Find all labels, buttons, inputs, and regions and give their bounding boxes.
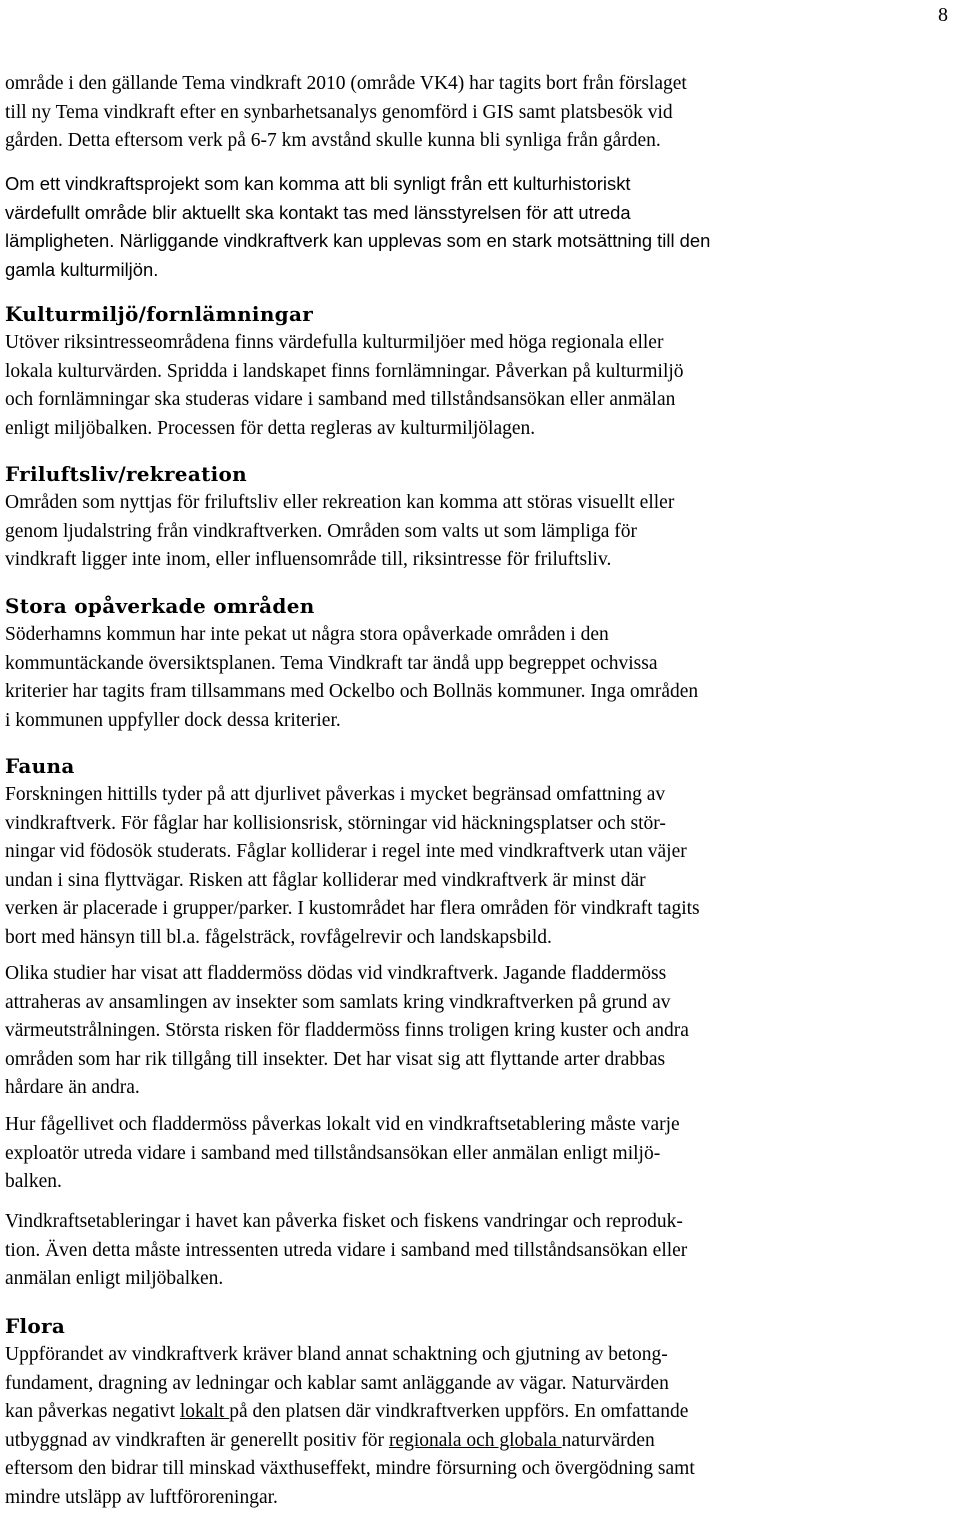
text-line: till ny Tema vindkraft efter en synbarhetsanalys genomförd i GIS samt platsbesök vid (5, 101, 673, 123)
fauna-paragraph-4 (5, 1208, 955, 1294)
text-line: undan i sina flyttvägar. Risken att fåglar kolliderar med vindkraftverk är minst där (5, 869, 646, 891)
text-segment: naturvärden (561, 1429, 655, 1451)
text-line: fundament, dragning av ledningar och kablar samt anläggande av vägar. Naturvärden (5, 1372, 669, 1394)
text-line: Olika studier har visat att fladdermöss dödas vid vindkraftverk. Jagande fladdermöss (5, 963, 667, 984)
text-line: Söderhamns kommun har inte pekat ut några stora opåverkade områden i den (5, 624, 609, 645)
text-line: enligt miljöbalken. Processen för detta regleras av kulturmiljölagen. (5, 417, 536, 439)
fauna-paragraph-3 (5, 1111, 955, 1197)
opaverkade-paragraph (5, 621, 955, 735)
fauna-paragraph-1 (5, 781, 955, 953)
text-line (5, 1427, 955, 1456)
text-line: lämpligheten. Närliggande vindkraftverk kan upplevas som en stark motsättning till den (5, 230, 711, 252)
text-line: eftersom den bidrar till minskad växthuseffekt, mindre försurning och övergödning samt (5, 1458, 695, 1480)
text-line: och fornlämningar ska studeras vidare i samband med tillståndsansökan eller anmälan (5, 389, 676, 411)
text-line: i kommunen uppfyller dock dessa kriterier. (5, 709, 341, 731)
page-number: 8 (938, 4, 948, 26)
text-line (5, 1398, 955, 1427)
text-line: gamla kulturmiljön. (5, 258, 159, 280)
section-heading-flora: Flora (5, 1314, 66, 1338)
section-heading-opaverkade: Stora opåverkade områden (5, 594, 315, 618)
text-line: balken. (5, 1171, 62, 1193)
text-line: vindkraftverk. För fåglar har kollisionsrisk, störningar vid häckningsplatser och stör- (5, 812, 666, 834)
text-line: vindkraft ligger inte inom, eller influensområde till, riksintresse för friluftsliv. (5, 549, 612, 571)
text-line: Om ett vindkraftsprojekt som kan komma att bli synligt från ett kulturhistoriskt (5, 173, 631, 194)
text-line: anmälan enligt miljöbalken. (5, 1268, 224, 1290)
underlined-text: regionala och globala (388, 1429, 562, 1451)
section-heading-friluftsliv: Friluftsliv/rekreation (5, 462, 248, 486)
text-line: område i den gällande Tema vindkraft 2010 (område VK4) har tagits bort från förslaget (5, 73, 687, 94)
text-line: attraheras av ansamlingen av insekter som samlats kring vindkraftverken på grund av (5, 991, 671, 1013)
text-line: Hur fågellivet och fladdermöss påverkas lokalt vid en vindkraftsetablering måste varje (5, 1114, 680, 1135)
text-line: gården. Detta eftersom verk på 6-7 km avstånd skulle kunna bli synliga från gården. (5, 130, 661, 152)
fauna-paragraph-2 (5, 960, 955, 1103)
text-segment: kan påverkas negativt (5, 1401, 180, 1423)
text-line: Områden som nyttjas för friluftsliv eller rekreation kan komma att störas visuellt eller (5, 492, 675, 513)
text-line: verken är placerade i grupper/parker. I kustområdet har flera områden för vindkraft tagits (5, 898, 700, 920)
section-heading-kulturmiljo: Kulturmiljö/fornlämningar (5, 302, 314, 326)
text-line: exploatör utreda vidare i samband med tillståndsansökan eller anmälan enligt miljö- (5, 1142, 661, 1164)
text-line: Forskningen hittills tyder på att djurlivet påverkas i mycket begränsad omfattning av (5, 784, 666, 805)
underlined-text: lokalt (179, 1401, 230, 1423)
culture-note-paragraph (5, 170, 955, 284)
text-line: Vindkraftsetableringar i havet kan påverka fisket och fiskens vandringar och reproduk- (5, 1211, 683, 1232)
text-segment: på den platsen där vindkraftverken uppförs. En omfattande (229, 1401, 689, 1423)
text-line: hårdare än andra. (5, 1077, 140, 1099)
friluftsliv-paragraph (5, 489, 955, 575)
text-line: tion. Även detta måste intressenten utreda vidare i samband med tillståndsansökan eller (5, 1239, 688, 1261)
flora-paragraph (5, 1341, 955, 1513)
text-line: kriterier har tagits fram tillsammans med Ockelbo och Bollnäs kommuner. Inga områden (5, 681, 699, 703)
section-heading-fauna: Fauna (5, 754, 75, 778)
text-line: kommuntäckande översiktsplanen. Tema Vindkraft tar ändå upp begreppet ochvissa (5, 652, 658, 674)
kulturmiljo-paragraph (5, 329, 955, 443)
text-line: bort med hänsyn till bl.a. fågelsträck, rovfågelrevir och landskapsbild. (5, 926, 552, 948)
text-line: områden som har rik tillgång till insekter. Det har visat sig att flyttande arter drabbas (5, 1048, 666, 1070)
intro-paragraph (5, 70, 955, 156)
text-line: lokala kulturvärden. Spridda i landskapet finns fornlämningar. Påverkan på kulturmiljö (5, 360, 684, 382)
text-line: genom ljudalstring från vindkraftverken. Områden som valts ut som lämpliga för (5, 520, 637, 542)
text-line: mindre utsläpp av luftföroreningar. (5, 1486, 278, 1508)
text-line: ningar vid födosök studerats. Fåglar kolliderar i regel inte med vindkraftverk utan väjer (5, 841, 687, 863)
text-segment: utbyggnad av vindkraften är generellt positiv för (5, 1429, 389, 1451)
text-line: Utöver riksintresseområdena finns värdefulla kulturmiljöer med höga regionala eller (5, 332, 664, 353)
text-line: Uppförandet av vindkraftverk kräver bland annat schaktning och gjutning av betong- (5, 1344, 668, 1365)
text-line: värmeutstrålningen. Största risken för fladdermöss finns troligen kring kuster och andra (5, 1020, 689, 1042)
text-line: värdefullt område blir aktuellt ska kontakt tas med länsstyrelsen för att utreda (5, 201, 631, 223)
